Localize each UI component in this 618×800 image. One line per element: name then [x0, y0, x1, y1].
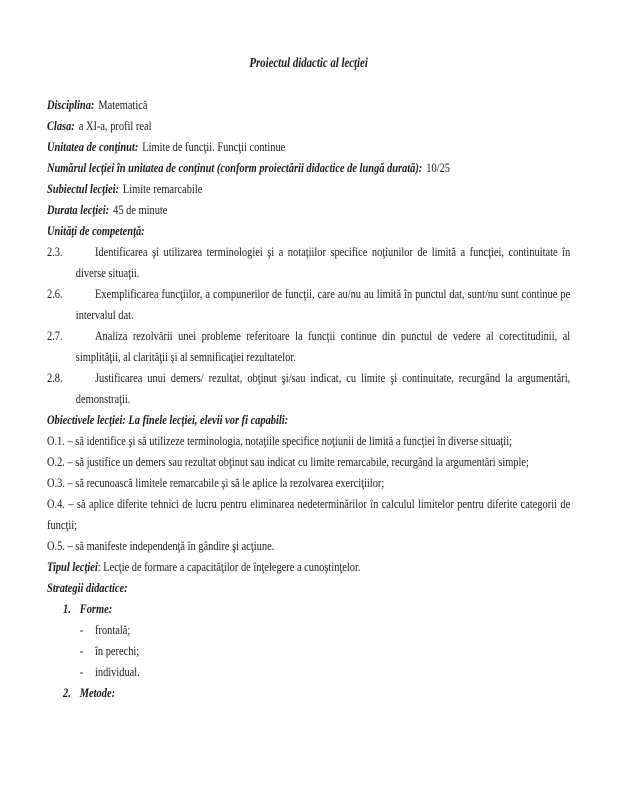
strategy-item-metode — [47, 682, 570, 703]
form-sub-item — [47, 619, 570, 640]
field-value: 10/25 — [426, 160, 450, 175]
field-value: Matematică — [98, 97, 148, 112]
competency-item — [47, 283, 570, 325]
objective-item: O.4. – să aplice diferite tehnici de lucru pentru eliminarea nedeterminărilor în calculul limitelor pentru diferite categorii de funcţii; — [47, 496, 571, 532]
form-sub-item — [47, 661, 570, 682]
dash-bullet: - — [79, 664, 84, 679]
competency-number: 2.6. — [47, 286, 63, 301]
meta-line-durata — [47, 199, 570, 220]
document-title: Proiectul didactic al lecţiei — [249, 55, 368, 70]
field-label: Clasa: — [47, 118, 75, 133]
field-value: Limite de funcţii. Funcţii continue — [142, 139, 286, 154]
list-item-label: Forme: — [79, 601, 113, 616]
objective-item: O.3. – să recunoască limitele remarcabile şi să le aplice la rezolvarea exerciţiilor; — [47, 475, 385, 490]
competency-text: Identificarea şi utilizarea terminologiei şi a notaţiilor specifice noţiunilor de limită a funcţiei, continuitate în diverse situaţii. — [75, 244, 571, 280]
strategy-item-forme — [47, 598, 570, 619]
form-sub-item — [47, 640, 570, 661]
meta-line-subiectul — [47, 178, 570, 199]
sub-item-text: frontală; — [95, 622, 131, 637]
competency-number: 2.3. — [47, 244, 63, 259]
field-label: Tipul lecţiei — [47, 559, 98, 574]
field-label: Unităţi de competenţă: — [47, 223, 145, 238]
meta-line-unitati-competenta — [47, 220, 570, 241]
field-label: Durata lecţiei: — [47, 202, 110, 217]
meta-line-disciplina — [47, 94, 570, 115]
competency-number: 2.8. — [47, 370, 63, 385]
field-value: Limite remarcabile — [122, 181, 203, 196]
meta-line-clasa — [47, 115, 570, 136]
objective-item: O.2. – să justifice un demers sau rezultat obţinut sau indicat cu limite remarcabile, recurgând la argumentări simple; — [47, 454, 529, 469]
strategies-heading: Strategii didactice: — [47, 580, 128, 595]
sub-item-text: individual. — [95, 664, 140, 679]
document-content — [47, 52, 570, 703]
field-value: a XI-a, profil real — [78, 118, 152, 133]
field-label: Disciplina: — [47, 97, 95, 112]
competency-text: Analiza rezolvării unei probleme referitoare la funcţii continue din punctul de vedere al corectitudinii, al simplităţii, al clarităţii şi al semnificaţiei rezultatelor. — [75, 328, 571, 364]
competency-text: Justificarea unui demers/ rezultat, obţinut şi/sau indicat, cu limite şi continuitate, recurgând la argumentări, demonstraţii. — [75, 370, 571, 406]
dash-bullet: - — [79, 643, 84, 658]
competency-number: 2.7. — [47, 328, 63, 343]
objective-item: O.5. – să manifeste independenţă în gândire şi acţiune. — [47, 538, 275, 553]
meta-line-unitatea — [47, 136, 570, 157]
objective-item: O.1. – să identifice şi să utilizeze terminologia, notaţiile specifice noţiunii de limită a funcţiei în diverse situaţii; — [47, 433, 512, 448]
field-value: 45 de minute — [113, 202, 168, 217]
field-value: : Lecţie de formare a capacităţilor de înţelegere a cunoştinţelor. — [97, 559, 361, 574]
competency-item — [47, 367, 570, 409]
dash-bullet: - — [79, 622, 84, 637]
competency-item — [47, 241, 570, 283]
competency-text: Exemplificarea funcţiilor, a compunerilor de funcţii, care au/nu au limită în punctul dat, sunt/nu sunt continue pe intervalul dat. — [75, 286, 571, 322]
list-item-label: Metode: — [79, 685, 116, 700]
competency-item — [47, 325, 570, 367]
list-number: 1. — [63, 601, 71, 616]
lesson-type-line — [47, 556, 570, 577]
meta-line-numarul — [47, 157, 570, 178]
field-label: Numărul lecţiei în unitatea de conţinut (conform proiectării didactice de lungă durată): — [47, 160, 423, 175]
field-label: Unitatea de conţinut: — [47, 139, 139, 154]
field-label: Subiectul lecţiei: — [47, 181, 119, 196]
list-number: 2. — [63, 685, 71, 700]
objectives-heading: Obiectivele lecţiei: La finele lecţiei, elevii vor fi capabili: — [47, 412, 289, 427]
sub-item-text: în perechi; — [95, 643, 140, 658]
